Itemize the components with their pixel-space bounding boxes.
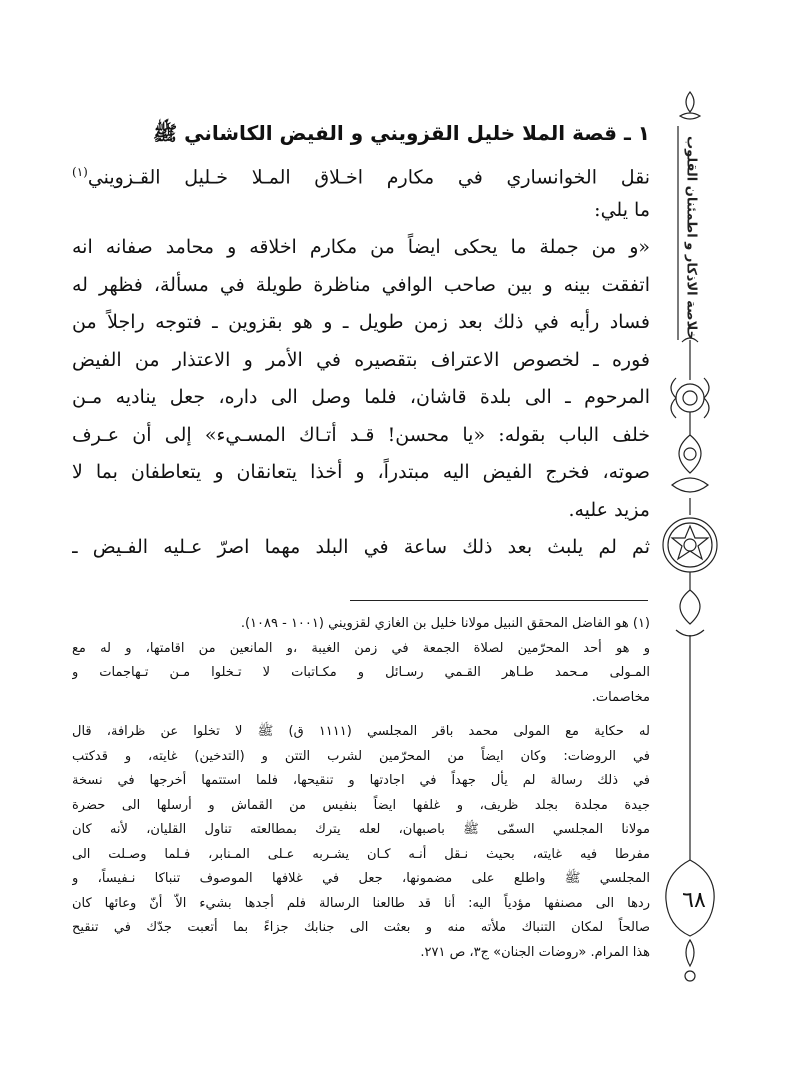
- body-line-text: فساد رأيه في ذلك بعد زمن طويل ـ و هو بقزوين ـ فتوجه راجلاً من: [72, 311, 650, 333]
- footnote-separator: [350, 600, 648, 601]
- footnote-line: صالحاً لمكان التنباك ملأته منه و بعثت الى جنابك جزاءً بما أتعبت جدّك في تنقيح: [72, 920, 650, 935]
- body-line: [72, 492, 650, 530]
- footnotes: [72, 612, 650, 965]
- body-line-text: مزيد عليه.: [568, 498, 650, 521]
- page-number: ٦٨: [682, 888, 706, 913]
- footnote-line: المجلسي ﷺ واطلع على مضمونها، جعل في غلافها الموصوف تنباكا نـفيساً، و: [72, 871, 650, 886]
- body-line: [72, 267, 650, 305]
- footnote-spacer: [72, 710, 650, 720]
- footnote-line: ردها الى مصنفها مؤدياً اليه: أنا قد طالعنا الرسالة فلم أجدها بشيء الاّ أنّ وعائها كان: [72, 895, 650, 911]
- body-line: [72, 342, 650, 380]
- body-line-text: المرحوم ـ الى بلدة قاشان، فلما وصل الى داره، جعل يناديه مـن: [72, 386, 650, 408]
- main-text: [72, 118, 650, 567]
- body-line: [72, 192, 650, 230]
- body-line-text: اتفقت بينه و بين صاحب الوافي مناظرة طويلة في مسألة، فظهر له: [72, 273, 650, 296]
- body-line-text: ثم لم يلبث بعد ذلك ساعة في البلد مهما اصرّ عـليه الفـيض ـ: [72, 536, 650, 558]
- footnote-line: (١) هو الفاضل المحقق النبيل مولانا خليل بن الغازي لقزويني (١٠٠١ - ١٠٨٩).: [240, 616, 650, 631]
- body-paragraphs: [72, 154, 650, 567]
- footnote-line: جيدة مجلدة بجلد ظريف، و غلفها ايضاً بنفيس من القماش و أرسلها الى حضرة: [72, 797, 650, 813]
- footnote-reference: (١): [72, 165, 88, 179]
- running-head: [679, 128, 703, 348]
- body-line: [72, 454, 650, 492]
- body-line-text: صوته، فخرج الفيض اليه مبتدراً، و أخذا يتعانقان و يتعاطفان بما لا: [72, 461, 650, 483]
- footnote-line: و هو أحد المحرّمين لصلاة الجمعة في زمن الغيبة ،و المانعين من اقامتها، و له مع: [72, 640, 650, 656]
- section-heading: ١ ـ قصة الملا خليل القزويني و الفيض الكاشاني ﷺ: [153, 121, 650, 145]
- body-line: [72, 154, 650, 192]
- body-line-text: ما يلي:: [594, 198, 650, 221]
- footnote-line: مفرطا فيه غايته، بحيث نـقل أنـه كـان يشـربه عـلى المـنابر، فـلما وصـلت الى: [72, 846, 650, 862]
- body-line: [72, 304, 650, 342]
- body-line: [72, 417, 650, 455]
- footnote-line: هذا المرام. «روضات الجنان» ج٣، ص ٢٧١.: [420, 944, 650, 960]
- footnote-line: له حكاية مع المولى محمد باقر المجلسي (١١١١ ق) ﷺ لا تخلوا عن ظرافة، قال: [72, 724, 650, 739]
- footnote-line: مخاصمات.: [591, 689, 650, 705]
- body-line-text: خلف الباب بقوله: «يا محسن! قـد أتـاك المسـيء» إلى أن عـرف: [72, 423, 650, 446]
- body-line-text: فوره ـ لخصوص الاعتراف بتقصيره في الأمر و الاعتذار من الفيض: [72, 348, 650, 371]
- body-line: [72, 229, 650, 267]
- body-line: [72, 529, 650, 567]
- body-line-text: «و من جملة ما يحكى ايضاً من مكارم اخلاقه و محامد صفانه انه: [72, 236, 650, 258]
- footnote-line: في الروضات: وكان ايضاً من المحرّمين لشرب التتن و (التدخين) غايته، و قدكتب: [72, 748, 650, 764]
- footnote-line: مولانا المجلسي السمّى ﷺ باصبهان، لعله يترك بمطالعته تناول القليان، لأنه كان: [72, 822, 650, 837]
- body-line: [72, 379, 650, 417]
- body-line-text: نقل الخوانساري في مكارم اخـلاق المـلا خـليل القـزويني: [87, 166, 650, 189]
- footnote-line: في ذلك رسالة لم يأل جهداً في اجادتها و تنقيحها، فلما استتمها أخرجها في نسخة: [72, 773, 650, 788]
- footnote-line: المـولى مـحمد طـاهر القـمي رسـائل و مكـاتبات لا تـخلوا مـن تـهاجمات و: [72, 665, 650, 680]
- running-head-text: خلاصة الاذكار و اطمئنان القلوب: [683, 136, 699, 340]
